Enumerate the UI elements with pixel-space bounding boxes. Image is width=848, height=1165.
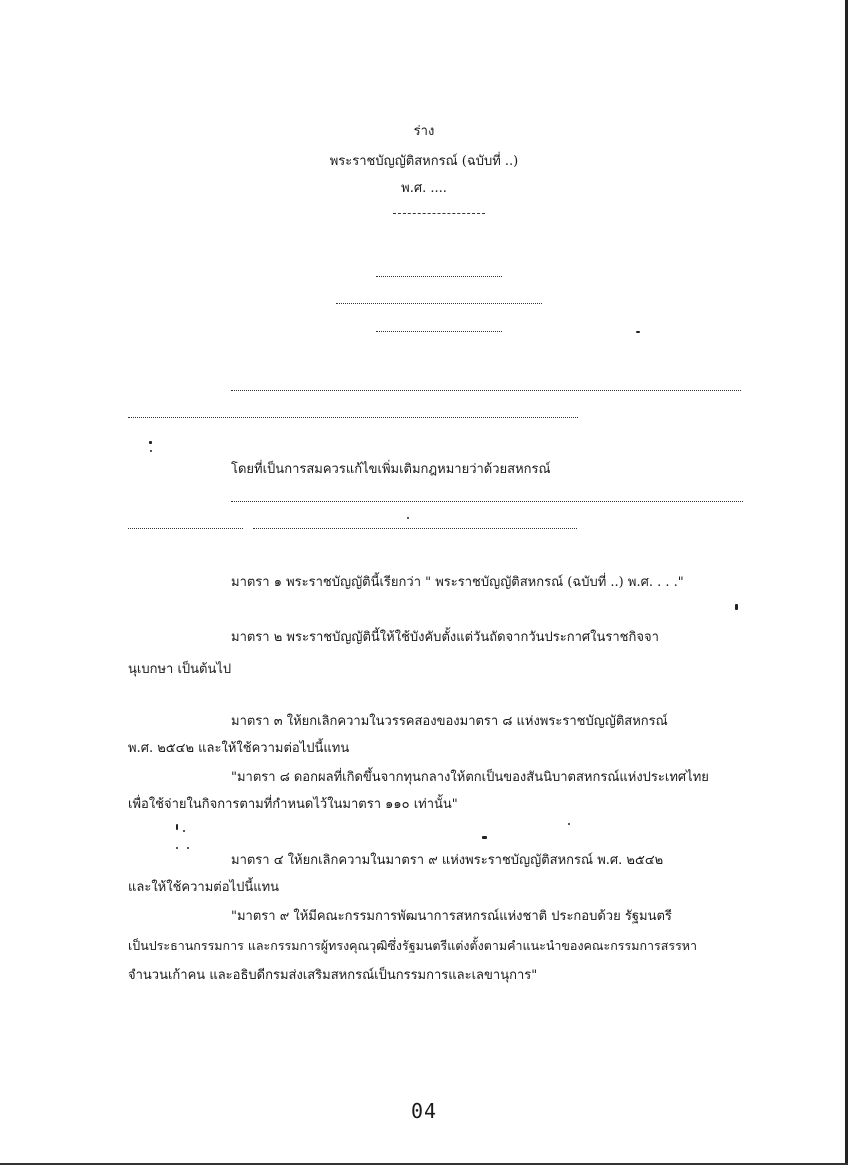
- section-1-line: มาตรา ๑ พระราชบัญญัตินี้เรียกว่า " พระราชบัญญัติสหกรณ์ (ฉบับที่ ..) พ.ศ. . . .": [231, 575, 684, 590]
- blank-line: [231, 390, 741, 391]
- document-year: พ.ศ. ....: [401, 181, 447, 196]
- title-separator: [393, 213, 485, 214]
- page-number: 04: [410, 1099, 438, 1123]
- scan-speck: [482, 836, 487, 839]
- draft-label: ร่าง: [413, 124, 435, 139]
- preamble-reason: โดยที่เป็นการสมควรแก้ไขเพิ่มเติมกฎหมายว่าด้วยสหกรณ์: [231, 462, 551, 477]
- section-4-line: เป็นประธานกรรมการ และกรรมการผู้ทรงคุณวุฒิซึ่งรัฐมนตรีแต่งตั้งตามคำแนะนำของคณะกรรมการสรรหา: [128, 938, 698, 953]
- blank-line: [376, 331, 502, 332]
- section-4-line: มาตรา ๔ ให้ยกเลิกความในมาตรา ๙ แห่งพระราชบัญญัติสหกรณ์ พ.ศ. ๒๕๔๒: [231, 853, 664, 868]
- section-3-line: "มาตรา ๘ ดอกผลที่เกิดขึ้นจากทุนกลางให้ตกเป็นของสันนิบาตสหกรณ์แห่งประเทศไทย: [231, 770, 709, 785]
- scan-speck: [176, 824, 178, 830]
- scan-speck: [568, 823, 570, 825]
- scan-speck: [150, 450, 152, 452]
- blank-line: [336, 303, 542, 304]
- scan-speck: [407, 517, 409, 519]
- scan-speck: [149, 441, 152, 444]
- blank-line: [231, 501, 743, 502]
- blank-line: [128, 528, 243, 529]
- blank-line: [128, 417, 578, 418]
- blank-line: [376, 276, 502, 277]
- scan-speck: [187, 847, 189, 849]
- scan-speck: [636, 331, 640, 333]
- section-3-line: พ.ศ. ๒๕๔๒ และให้ใช้ความต่อไปนี้แทน: [128, 741, 350, 756]
- section-2-line: มาตรา ๒ พระราชบัญญัตินี้ให้ใช้บังคับตั้งแต่วันถัดจากวันประกาศในราชกิจจา: [231, 630, 659, 645]
- section-3-line: เพื่อใช้จ่ายในกิจการตามที่กำหนดไว้ในมาตรา ๑๑๐ เท่านั้น": [128, 797, 458, 812]
- section-3-line: มาตรา ๓ ให้ยกเลิกความในวรรคสองของมาตรา ๘ แห่งพระราชบัญญัติสหกรณ์: [231, 714, 668, 729]
- section-2-line: นุเบกษา เป็นต้นไป: [128, 662, 232, 677]
- section-4-line: และให้ใช้ความต่อไปนี้แทน: [128, 880, 280, 895]
- blank-line: [253, 528, 577, 529]
- section-4-line: จำนวนเก้าคน และอธิบดีกรมส่งเสริมสหกรณ์เป็นกรรมการและเลขานุการ": [128, 968, 538, 983]
- section-4-line: "มาตรา ๙ ให้มีคณะกรรมการพัฒนาการสหกรณ์แห่งชาติ ประกอบด้วย รัฐมนตรี: [231, 909, 672, 924]
- scan-speck: [735, 604, 738, 610]
- scan-speck: [176, 847, 178, 849]
- document-title: พระราชบัญญัติสหกรณ์ (ฉบับที่ ..): [329, 154, 519, 169]
- scan-speck: [183, 830, 185, 832]
